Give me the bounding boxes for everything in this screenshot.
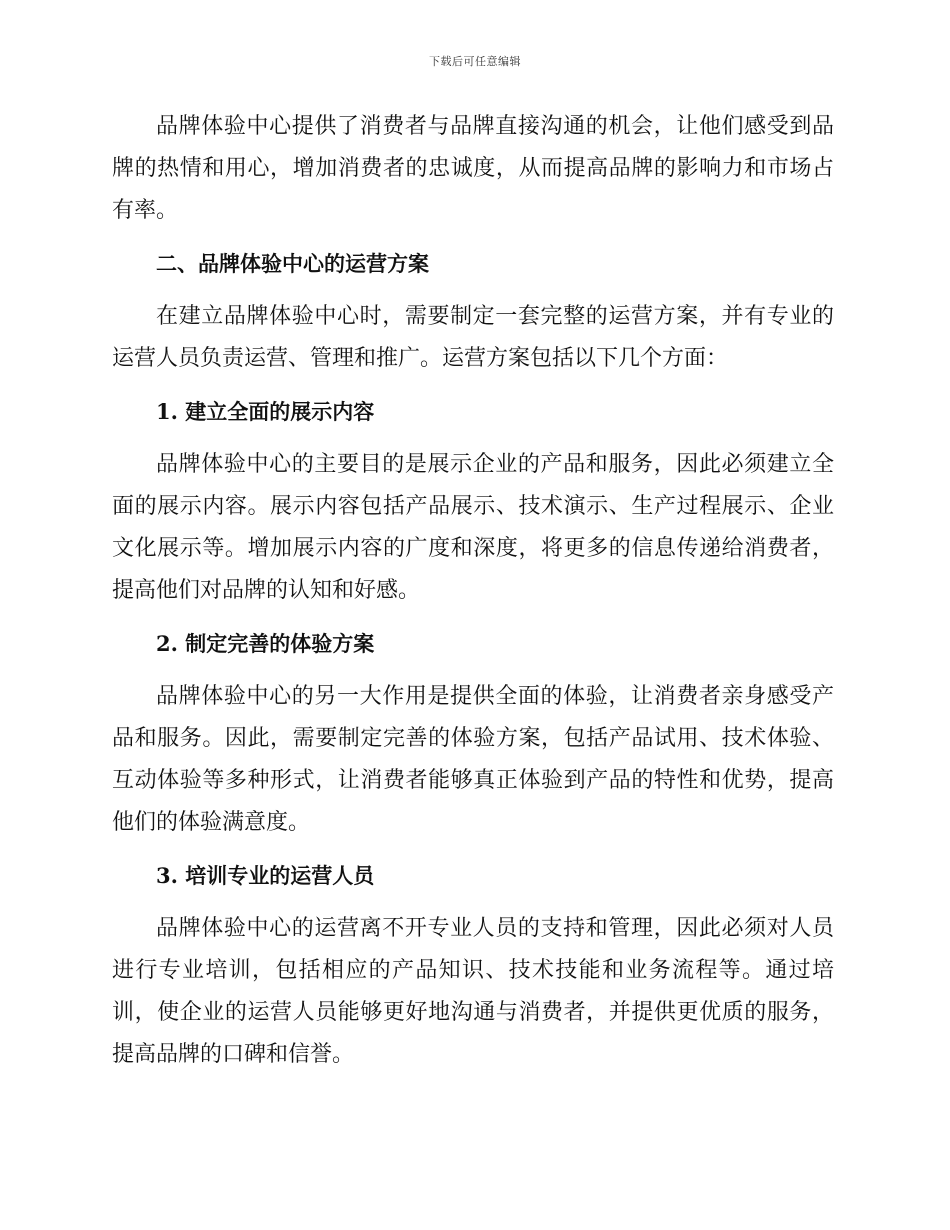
- subheading-display-content: 1. 建立全面的展示内容: [156, 399, 375, 424]
- paragraph-operation-plan: 在建立品牌体验中心时，需要制定一套完整的运营方案，并有专业的运营人员负责运营、管理和推广。运营方案包括以下几个方面：: [112, 304, 834, 371]
- section-heading-operation-plan: 二、品牌体验中心的运营方案: [156, 251, 429, 276]
- spacer: [112, 285, 834, 296]
- document-body: [112, 106, 834, 1076]
- paragraph-intro: 品牌体验中心提供了消费者与品牌直接沟通的机会，让他们感受到品牌的热情和用心，增加消费者的忠诚度，从而提高品牌的影响力和市场占有率。: [112, 114, 834, 223]
- spacer: [112, 665, 834, 676]
- paragraph-staff-training: 品牌体验中心的运营离不开专业人员的支持和管理，因此必须对人员进行专业培训，包括相应的产品知识、技术技能和业务流程等。通过培训，使企业的运营人员能够更好地沟通与消费者，并提供更优质的服务，提高品牌的口碑和信誉。: [112, 916, 834, 1067]
- subheading-staff-training: 3. 培训专业的运营人员: [156, 863, 375, 888]
- header-note: 下载后可任意编辑: [429, 55, 521, 68]
- spacer: [112, 612, 834, 623]
- subheading-experience-plan: 2. 制定完善的体验方案: [156, 631, 375, 656]
- spacer: [112, 232, 834, 243]
- paragraph-display-content: 品牌体验中心的主要目的是展示企业的产品和服务，因此必须建立全面的展示内容。展示内容包括产品展示、技术演示、生产过程展示、企业文化展示等。增加展示内容的广度和深度，将更多的信息传递给消费者，提高他们对品牌的认知和好感。: [112, 452, 834, 603]
- spacer: [112, 897, 834, 908]
- spacer: [112, 433, 834, 444]
- spacer: [112, 844, 834, 855]
- paragraph-experience-plan: 品牌体验中心的另一大作用是提供全面的体验，让消费者亲身感受产品和服务。因此，需要制定完善的体验方案，包括产品试用、技术体验、互动体验等多种形式，让消费者能够真正体验到产品的特性和优势，提高他们的体验满意度。: [112, 684, 834, 835]
- spacer: [112, 380, 834, 391]
